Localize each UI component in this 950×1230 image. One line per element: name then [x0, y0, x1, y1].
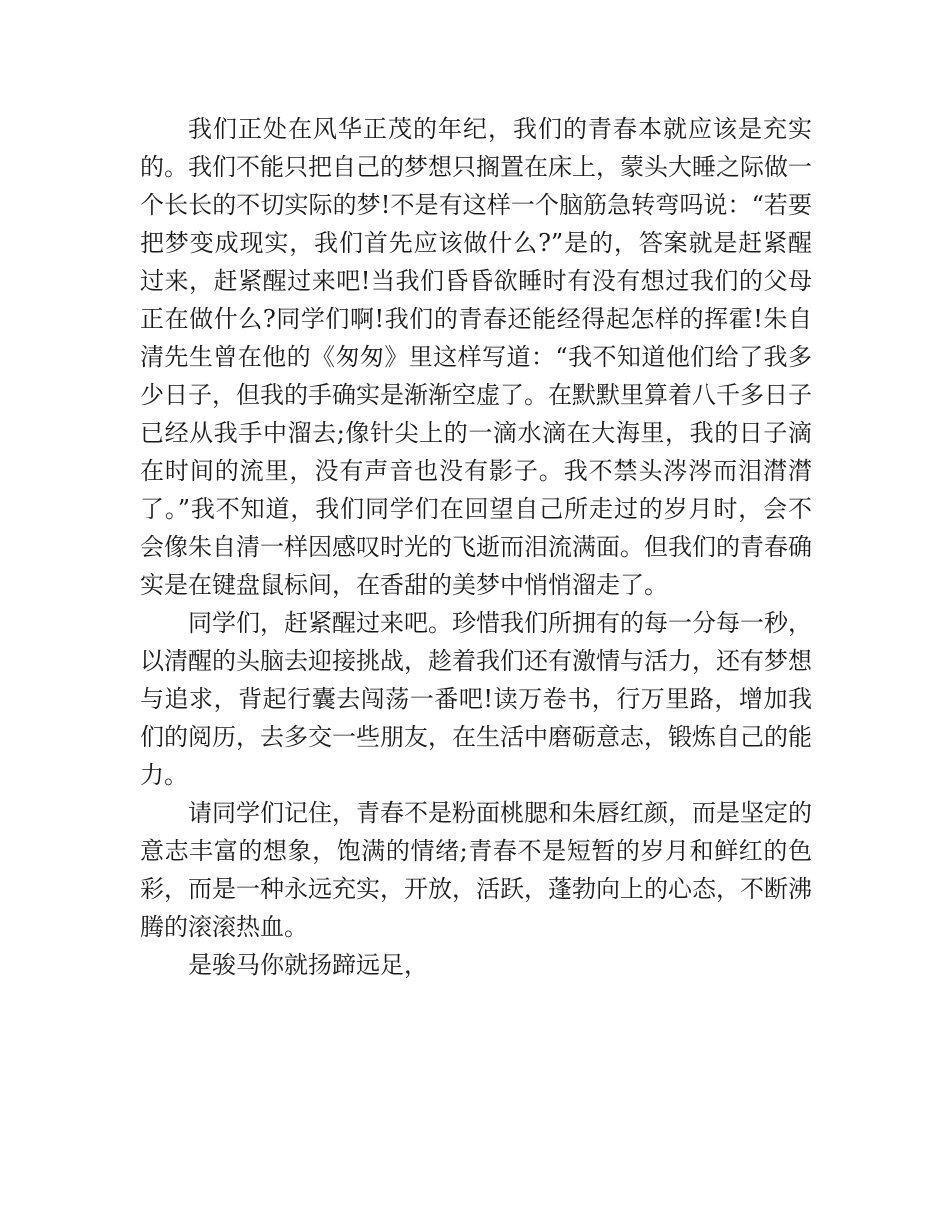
paragraph-3: 请同学们记住，青春不是粉面桃腮和朱唇红颜，而是坚定的意志丰富的想象，饱满的情绪;青春不是短暂的岁月和鲜红的色彩，而是一种永远充实，开放，活跃，蓬勃向上的心态，不断沸腾的滚滚热血。 [140, 799, 812, 941]
paragraph-1: 我们正处在风华正茂的年纪，我们的青春本就应该是充实的。我们不能只把自己的梦想只搁置在床上，蒙头大睡之际做一个长长的不切实际的梦!不是有这样一个脑筋急转弯吗说：“若要把梦变成现实，我们首先应该做什么?”是的，答案就是赶紧醒过来，赶紧醒过来吧!当我们昏昏欲睡时有没有想过我们的父母正在做什么?同学们啊!我们的青春还能经得起怎样的挥霍!朱自清先生曾在他的《匆匆》里这样写道：“我不知道他们给了我多少日子，但我的手确实是渐渐空虚了。在默默里算着八千多日子已经从我手中溜去;像针尖上的一滴水滴在大海里，我的日子滴在时间的流里，没有声音也没有影子。我不禁头涔涔而泪潸潸了。”我不知道，我们同学们在回望自己所走过的岁月时，会不会像朱自清一样因感叹时光的飞逝而泪流满面。但我们的青春确实是在键盘鼠标间，在香甜的美梦中悄悄溜走了。 [140, 115, 812, 599]
paragraph-4: 是骏马你就扬蹄远足， [188, 951, 428, 979]
paragraph-2: 同学们，赶紧醒过来吧。珍惜我们所拥有的每一分每一秒，以清醒的头脑去迎接挑战，趁着我们还有激情与活力，还有梦想与追求，背起行囊去闯荡一番吧!读万卷书，行万里路，增加我们的阅历，去多交一些朋友，在生活中磨砺意志，锻炼自己的能力。 [140, 609, 812, 789]
document-page [140, 110, 812, 984]
